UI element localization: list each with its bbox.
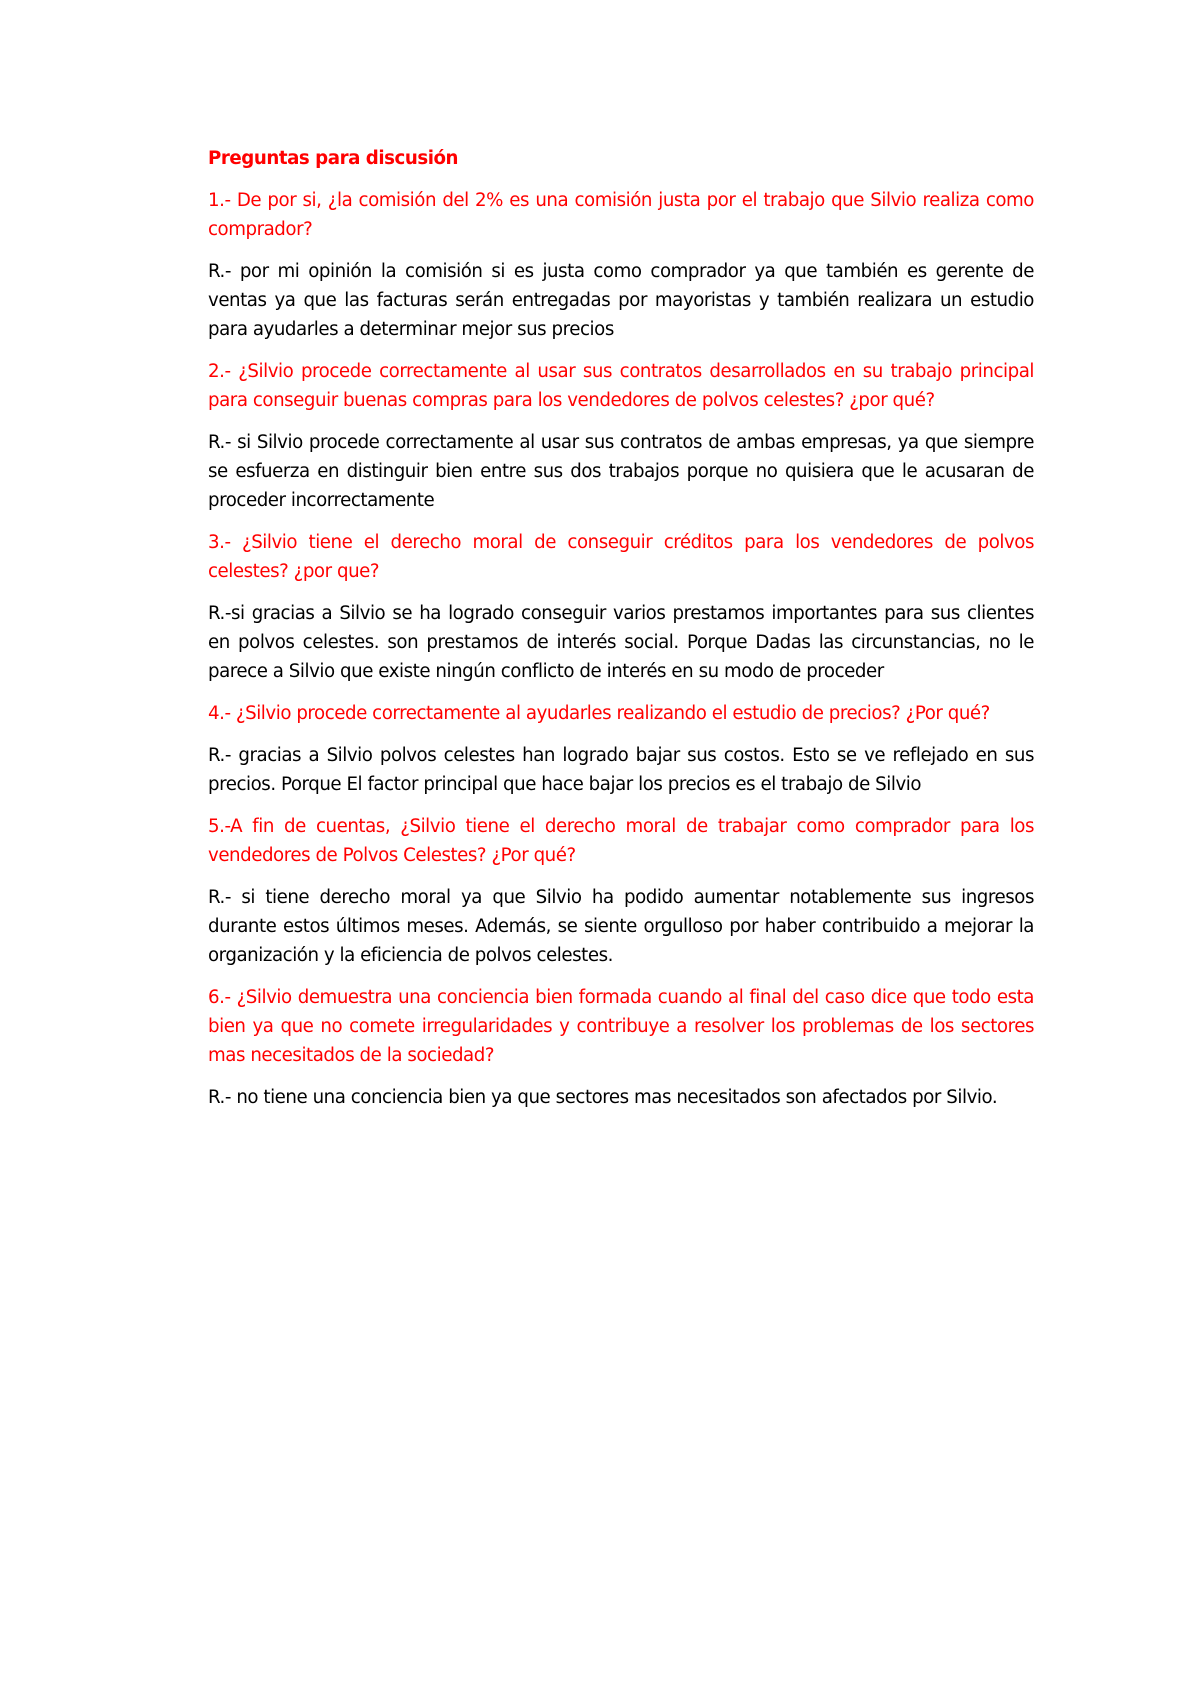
answer-2: R.- si Silvio procede correctamente al usar sus contratos de ambas empresas, ya que siempre se esfuerza en distinguir bien entre sus dos trabajos porque no quisiera que le acusaran de proceder incorrectamente <box>208 432 1034 511</box>
answer-5: R.- si tiene derecho moral ya que Silvio ha podido aumentar notablemente sus ingresos durante estos últimos meses. Además, se siente orgulloso por haber contribuido a mejorar la organización y la eficiencia de polvos celestes. <box>208 887 1034 966</box>
question-5: 5.-A fin de cuentas, ¿Silvio tiene el derecho moral de trabajar como comprador para los vendedores de Polvos Celestes? ¿Por qué? <box>208 816 1034 866</box>
answer-6: R.- no tiene una conciencia bien ya que sectores mas necesitados son afectados por Silvio. <box>208 1087 998 1108</box>
question-2: 2.- ¿Silvio procede correctamente al usar sus contratos desarrollados en su trabajo principal para conseguir buenas compras para los vendedores de polvos celestes? ¿por qué? <box>208 361 1034 411</box>
question-6: 6.- ¿Silvio demuestra una conciencia bien formada cuando al final del caso dice que todo esta bien ya que no comete irregularidades y contribuye a resolver los problemas de los sectores mas necesitados de la sociedad? <box>208 987 1034 1066</box>
document-body <box>208 144 1034 1125</box>
answer-3: R.-si gracias a Silvio se ha logrado conseguir varios prestamos importantes para sus clientes en polvos celestes. son prestamos de interés social. Porque Dadas las circunstancias, no le parece a Silvio que existe ningún conflicto de interés en su modo de proceder <box>208 603 1034 682</box>
document-title: Preguntas para discusión <box>208 148 459 169</box>
question-3: 3.- ¿Silvio tiene el derecho moral de conseguir créditos para los vendedores de polvos celestes? ¿por que? <box>208 532 1034 582</box>
question-1: 1.- De por si, ¿la comisión del 2% es una comisión justa por el trabajo que Silvio realiza como comprador? <box>208 190 1034 240</box>
answer-1: R.- por mi opinión la comisión si es justa como comprador ya que también es gerente de ventas ya que las facturas serán entregadas por mayoristas y también realizara un estudio para ayudarles a determinar mejor sus precios <box>208 261 1034 340</box>
answer-4: R.- gracias a Silvio polvos celestes han logrado bajar sus costos. Esto se ve reflejado en sus precios. Porque El factor principal que hace bajar los precios es el trabajo de Silvio <box>208 745 1034 795</box>
question-4: 4.- ¿Silvio procede correctamente al ayudarles realizando el estudio de precios? ¿Por qué? <box>208 703 990 724</box>
